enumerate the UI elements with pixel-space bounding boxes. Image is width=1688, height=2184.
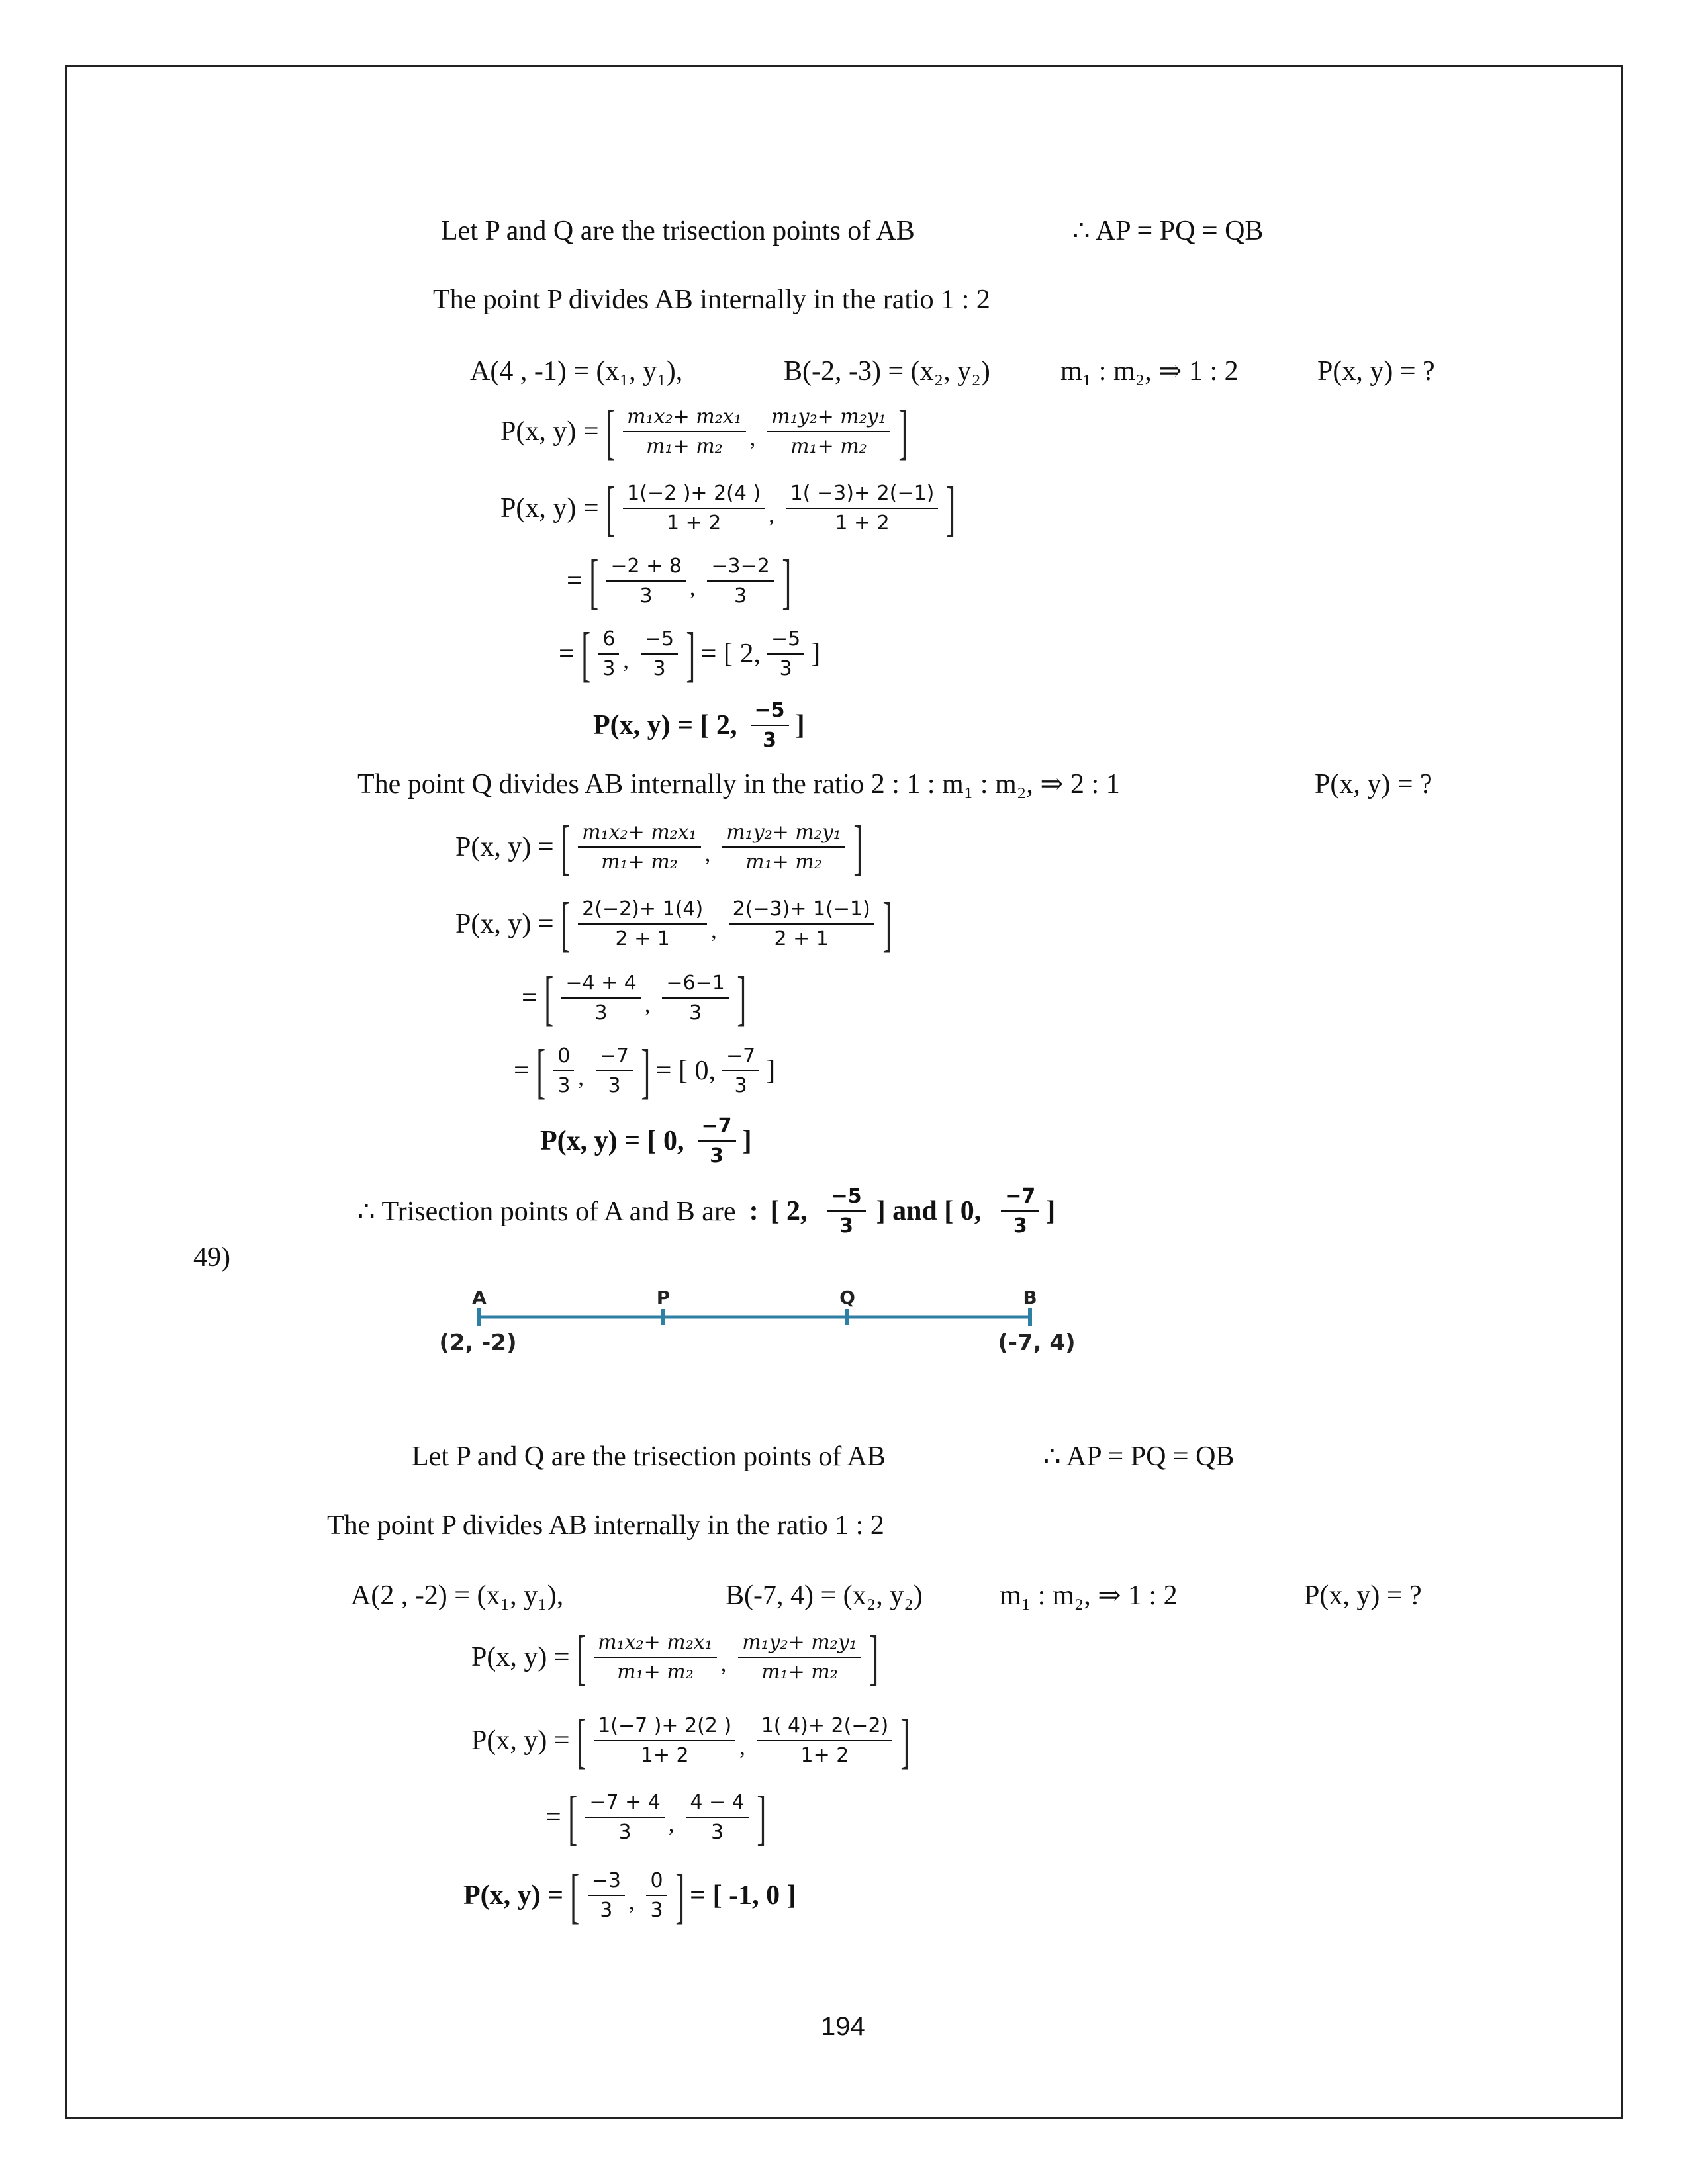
coord-b: (-7, 4) — [998, 1330, 1076, 1356]
sub-x-fraction — [594, 1714, 735, 1767]
red-x-fraction — [598, 627, 619, 680]
denominator: 3 — [734, 584, 747, 608]
final-row-b — [463, 1862, 796, 1929]
comma: , — [704, 842, 711, 866]
equals-sign: = — [545, 1802, 561, 1833]
given-a-point: A(4 , -1) = (x₁, y₁), — [470, 356, 683, 387]
equals-sign: = — [514, 1056, 530, 1086]
simplify-row-q — [522, 964, 747, 1032]
result-q-fraction — [698, 1115, 736, 1167]
step-x-fraction — [606, 555, 686, 608]
left-bracket: [ — [576, 1707, 586, 1774]
numerator: 2(−2)+ 1(4) — [578, 897, 707, 925]
numerator: 0 — [553, 1044, 574, 1071]
final-y-fraction — [646, 1869, 667, 1922]
substitution-row-a — [500, 475, 957, 542]
closing-bracket: ] — [742, 1126, 752, 1156]
right-bracket: ] — [869, 1623, 878, 1691]
formula-row-a — [500, 398, 909, 465]
numerator: −5 — [751, 699, 789, 726]
numerator: 2(−3)+ 1(−1) — [729, 897, 874, 925]
comma: , — [623, 649, 629, 673]
denominator: 3 — [711, 1821, 724, 1844]
numerator: m₁y₂+ m₂y₁ — [767, 405, 890, 432]
numerator: 1(−7 )+ 2(2 ) — [594, 1714, 735, 1741]
final-lhs: P(x, y) = — [463, 1880, 564, 1911]
intro-text-b: Let P and Q are the trisection points of AB — [412, 1441, 886, 1472]
denominator: 3 — [557, 1074, 571, 1097]
substitution-lhs: P(x, y) = — [471, 1725, 570, 1756]
comma: , — [749, 426, 756, 451]
denominator: 1+ 2 — [640, 1744, 689, 1767]
point-one-fraction — [827, 1185, 866, 1238]
formula-y-fraction — [738, 1631, 861, 1684]
label-a: A — [472, 1287, 487, 1308]
final-result-value: = [ -1, 0 ] — [690, 1880, 796, 1911]
numerator: −5 — [827, 1185, 866, 1212]
given-ratio-b: m₁ : m₂, ⇒ 1 : 2 — [1000, 1580, 1178, 1611]
conclusion-text: ∴ Trisection points of A and B are — [357, 1197, 736, 1227]
comma: , — [668, 1812, 675, 1837]
denominator: m₁+ m₂ — [617, 1661, 694, 1684]
comma: , — [628, 1890, 635, 1915]
q-ratio-text: The point Q divides AB internally in the ratio 2 : 1 : m₁ : m₂, ⇒ 2 : 1 — [357, 769, 1120, 799]
right-bracket: ] — [946, 475, 956, 542]
left-bracket: [ — [589, 547, 598, 615]
denominator: m₁+ m₂ — [601, 850, 678, 874]
denominator: 1 + 2 — [667, 512, 722, 535]
label-b: B — [1023, 1287, 1037, 1308]
left-bracket: [ — [605, 475, 615, 542]
denominator: 3 — [689, 1001, 702, 1024]
left-bracket: [ — [576, 1623, 586, 1691]
point-two-fraction — [1001, 1185, 1039, 1238]
conclusion-and: ] and [ 0, — [876, 1196, 982, 1226]
comma: , — [739, 1735, 745, 1760]
numerator: m₁x₂+ m₂x₁ — [578, 821, 701, 848]
numerator: −3 — [588, 1869, 625, 1896]
numerator: m₁y₂+ m₂y₁ — [722, 821, 845, 848]
numerator: 6 — [598, 627, 619, 655]
right-bracket: ] — [898, 398, 908, 465]
left-bracket: [ — [544, 964, 553, 1032]
numerator: m₁x₂+ m₂x₁ — [594, 1631, 717, 1658]
given-unknown-p-b: P(x, y) = ? — [1304, 1580, 1422, 1611]
formula-x-fraction — [594, 1631, 717, 1684]
reduced-row-q — [514, 1037, 776, 1105]
closing-bracket: ] — [811, 639, 821, 669]
result-p-row — [593, 699, 805, 752]
left-bracket: [ — [581, 620, 590, 688]
numerator: −7 — [698, 1115, 736, 1142]
right-bracket: ] — [853, 813, 863, 881]
page-number: 194 — [821, 2012, 865, 2041]
step-y-fraction — [662, 972, 728, 1024]
numerator: −5 — [641, 627, 678, 655]
numerator: 0 — [646, 1869, 667, 1896]
given-b-point: B(-2, -3) = (x₂, y₂) — [784, 356, 990, 387]
denominator: m₁+ m₂ — [761, 1661, 838, 1684]
coord-a: (2, -2) — [439, 1330, 517, 1356]
numerator: m₁x₂+ m₂x₁ — [623, 405, 746, 432]
substitution-row-b — [471, 1707, 912, 1774]
numerator: −7 — [722, 1044, 759, 1071]
reduced-y-fraction — [767, 627, 804, 680]
formula-y-fraction — [722, 821, 845, 874]
sub-y-fraction — [786, 482, 939, 535]
denominator: 3 — [600, 1899, 613, 1922]
left-bracket: [ — [536, 1037, 545, 1105]
intro-text-a: Let P and Q are the trisection points of AB — [441, 216, 915, 246]
numerator: −7 — [596, 1044, 633, 1071]
denominator: 3 — [763, 729, 776, 752]
comma: , — [769, 503, 774, 527]
step-y-fraction — [686, 1791, 748, 1844]
p-ratio-text-a: The point P divides AB internally in the ratio 1 : 2 — [433, 285, 990, 315]
numerator: −5 — [767, 627, 804, 655]
given-a-point-b: A(2 , -2) = (x₁, y₁), — [351, 1580, 564, 1611]
formula-row-b — [471, 1623, 880, 1691]
denominator: 3 — [710, 1144, 724, 1167]
numerator: −7 — [1001, 1185, 1039, 1212]
result-p-fraction — [751, 699, 789, 752]
sub-x-fraction — [623, 482, 765, 535]
denominator: 3 — [653, 657, 666, 680]
denominator: 3 — [779, 657, 792, 680]
right-bracket: ] — [675, 1862, 684, 1929]
simplify-row-a — [567, 547, 792, 615]
denominator: 3 — [734, 1074, 747, 1097]
numerator: −7 + 4 — [585, 1791, 665, 1818]
comma: , — [689, 576, 696, 600]
reduced-value: = [ 0, — [655, 1056, 716, 1086]
comma: , — [720, 1652, 727, 1676]
formula-lhs: P(x, y) = — [471, 1642, 570, 1672]
sub-y-fraction — [757, 1714, 893, 1767]
substitution-row-q — [455, 890, 893, 958]
intro-equal-parts-a: ∴ AP = PQ = QB — [1072, 216, 1264, 246]
sub-y-fraction — [729, 897, 874, 950]
left-bracket: [ — [605, 398, 615, 465]
q-unknown-p: P(x, y) = ? — [1315, 769, 1432, 799]
trisection-diagram — [410, 1284, 1139, 1363]
formula-x-fraction — [623, 405, 746, 458]
sub-x-fraction — [578, 897, 707, 950]
simplify-row-b — [545, 1784, 767, 1851]
denominator: 3 — [1013, 1214, 1027, 1238]
denominator: 2 + 1 — [615, 927, 670, 950]
formula-row-q — [455, 813, 864, 881]
equals-sign: = — [567, 566, 583, 596]
closing-bracket: ] — [1046, 1196, 1056, 1226]
label-q: Q — [839, 1287, 855, 1308]
result-q-row — [540, 1115, 752, 1167]
numerator: −4 + 4 — [561, 972, 641, 999]
p-ratio-text-b: The point P divides AB internally in the ratio 1 : 2 — [327, 1510, 884, 1541]
denominator: m₁+ m₂ — [790, 435, 867, 458]
reduced-y-fraction — [722, 1044, 759, 1097]
formula-lhs: P(x, y) = — [455, 832, 554, 862]
numerator: 1( 4)+ 2(−2) — [757, 1714, 893, 1741]
right-bracket: ] — [686, 620, 696, 688]
step-x-fraction — [585, 1791, 665, 1844]
formula-x-fraction — [578, 821, 701, 874]
point-one-open: [ 2, — [770, 1196, 808, 1226]
given-b-point-b: B(-7, 4) = (x₂, y₂) — [726, 1580, 923, 1611]
given-ratio: m₁ : m₂, ⇒ 1 : 2 — [1060, 356, 1239, 387]
given-unknown-p: P(x, y) = ? — [1317, 356, 1435, 387]
closing-bracket: ] — [795, 710, 805, 741]
numerator: m₁y₂+ m₂y₁ — [738, 1631, 861, 1658]
question-number: 49) — [193, 1242, 230, 1273]
formula-lhs: P(x, y) = — [500, 416, 599, 447]
denominator: 3 — [594, 1001, 608, 1024]
right-bracket: ] — [641, 1037, 651, 1105]
conclusion-colon: : — [749, 1196, 759, 1226]
red-y-fraction — [596, 1044, 633, 1097]
denominator: 3 — [602, 657, 616, 680]
intro-equal-parts-b: ∴ AP = PQ = QB — [1043, 1441, 1235, 1472]
closing-bracket: ] — [766, 1056, 776, 1086]
formula-y-fraction — [767, 405, 890, 458]
denominator: 1+ 2 — [800, 1744, 849, 1767]
substitution-lhs: P(x, y) = — [455, 909, 554, 939]
substitution-lhs: P(x, y) = — [500, 493, 599, 523]
left-bracket: [ — [568, 1784, 577, 1851]
denominator: 3 — [839, 1214, 853, 1238]
step-y-fraction — [707, 555, 773, 608]
final-x-fraction — [588, 1869, 625, 1922]
result-p-text: P(x, y) = [ 2, — [593, 710, 737, 741]
right-bracket: ] — [737, 964, 747, 1032]
label-p: P — [656, 1287, 671, 1308]
conclusion-row — [357, 1185, 1055, 1238]
numerator: −3−2 — [707, 555, 773, 582]
reduced-row-a — [559, 620, 821, 688]
red-y-fraction — [641, 627, 678, 680]
comma: , — [644, 993, 651, 1017]
reduced-value: = [ 2, — [700, 639, 761, 669]
numerator: −2 + 8 — [606, 555, 686, 582]
denominator: 3 — [618, 1821, 632, 1844]
right-bracket: ] — [900, 1707, 910, 1774]
comma: , — [711, 919, 717, 943]
result-q-text: P(x, y) = [ 0, — [540, 1126, 684, 1156]
left-bracket: [ — [560, 813, 570, 881]
left-bracket: [ — [560, 890, 570, 958]
denominator: 1 + 2 — [835, 512, 890, 535]
right-bracket: ] — [782, 547, 792, 615]
denominator: m₁+ m₂ — [745, 850, 822, 874]
left-bracket: [ — [570, 1862, 580, 1929]
denominator: m₁+ m₂ — [646, 435, 723, 458]
denominator: 3 — [608, 1074, 621, 1097]
equals-sign: = — [522, 983, 538, 1013]
numerator: 1( −3)+ 2(−1) — [786, 482, 939, 509]
denominator: 3 — [639, 584, 653, 608]
red-x-fraction — [553, 1044, 574, 1097]
right-bracket: ] — [882, 890, 892, 958]
denominator: 2 + 1 — [774, 927, 829, 950]
comma: , — [578, 1066, 584, 1090]
numerator: 4 − 4 — [686, 1791, 748, 1818]
denominator: 3 — [650, 1899, 663, 1922]
step-x-fraction — [561, 972, 641, 1024]
right-bracket: ] — [757, 1784, 766, 1851]
numerator: 1(−2 )+ 2(4 ) — [623, 482, 765, 509]
equals-sign: = — [559, 639, 575, 669]
numerator: −6−1 — [662, 972, 728, 999]
